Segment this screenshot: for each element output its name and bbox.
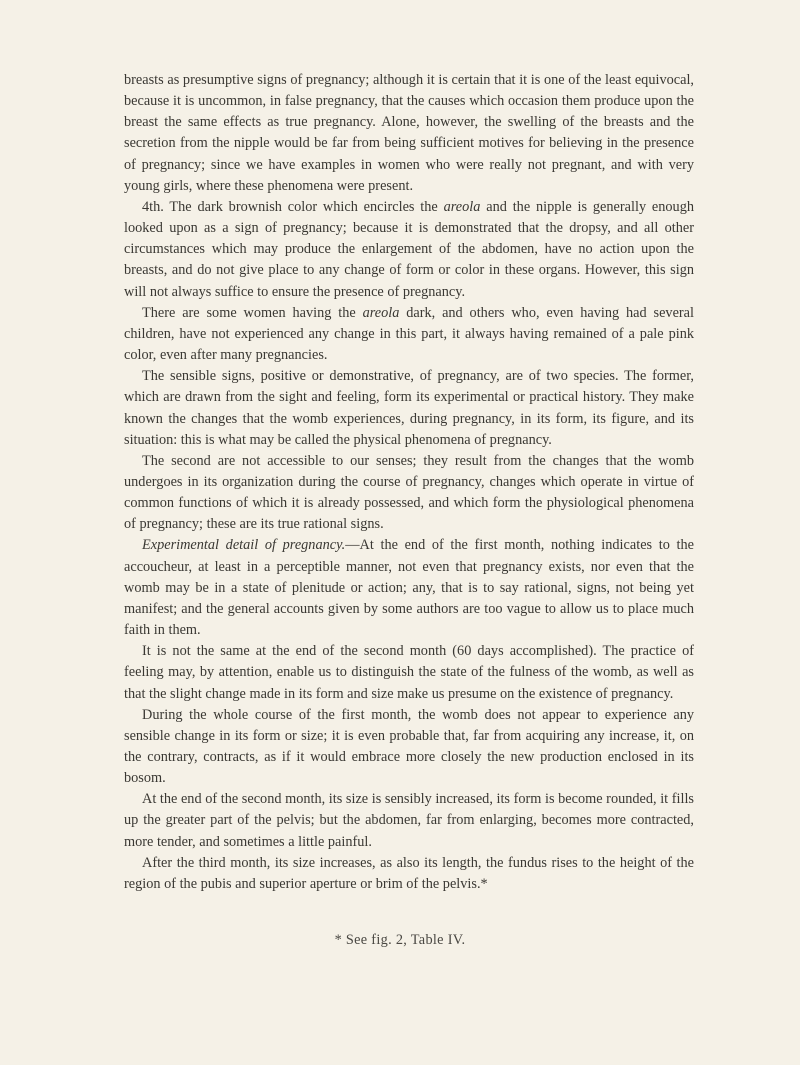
paragraph bbox=[124, 366, 694, 451]
paragraph bbox=[124, 451, 694, 536]
text-span: After the third month, its size increases, as also its length, the fundus rises to the height of the region of the pubis and superior aperture or brim of the pelvis.* bbox=[124, 854, 694, 892]
text-span: The sensible signs, positive or demonstrative, of pregnancy, are of two species. The former, which are drawn from the sight and feeling, form its experimental or practical history. They make known the changes that the womb experiences, during pregnancy, in its form, its figure, and its situation: this is what may be called the physical phenomena of pregnancy. bbox=[124, 368, 694, 448]
body-text bbox=[124, 70, 694, 895]
text-span: It is not the same at the end of the second month (60 days accomplished). The practice of feeling may, by attention, enable us to distinguish the state of the fulness of the womb, as well as that the slight change made in its form and size make us presume on the existence of pregnancy. bbox=[124, 643, 694, 702]
paragraph bbox=[124, 641, 694, 704]
text-span: The second are not accessible to our senses; they result from the changes that the womb undergoes in its organization during the course of pregnancy, changes which operate in virtue of common functions of which it is already possessed, and which form the physiological phenomena of pregnancy; these are its true rational signs. bbox=[124, 452, 694, 533]
text-span: At the end of the second month, its size is sensibly increased, its form is become rounded, it fills up the greater part of the pelvis; but the abdomen, far from enlarging, becomes more contracted, more tender, and sometimes a little painful. bbox=[124, 791, 694, 850]
footnote: * See fig. 2, Table IV. bbox=[334, 932, 466, 948]
paragraph bbox=[124, 789, 694, 852]
paragraph bbox=[124, 853, 694, 895]
italic-text: areola bbox=[362, 304, 400, 321]
italic-text: areola bbox=[443, 198, 481, 215]
italic-text: Experimental detail of pregnancy. bbox=[142, 537, 346, 554]
text-span: and the nipple is generally enough looked upon as a sign of pregnancy; because it is demonstrated that the dropsy, and all other circumstances which may produce the enlargement of the abdomen, have no action upon the breasts, and do not give place to any change of form or color in these organs. However, this sign will not always suffice to ensure the presence of pregnancy. bbox=[124, 198, 695, 300]
text-span: During the whole course of the first month, the womb does not appear to experience any sensible change in its form or size; it is even probable that, far from acquiring any increase, it, on the contrary, contracts, as if it would embrace more closely the new production enclosed in its bosom. bbox=[124, 706, 694, 787]
paragraph bbox=[124, 70, 694, 197]
paragraph bbox=[124, 303, 694, 366]
text-span: breasts as presumptive signs of pregnancy; although it is certain that it is one of the least equivocal, because it is uncommon, in false pregnancy, that the causes which occasion them produce upon the breast the same effects as true pregnancy. Alone, however, the swelling of the breasts and the secretion from the nipple would be far from being sufficient motives for believing in the presence of pregnancy; since we have examples in women who were really not pregnant, and with very young girls, where these phenomena were present. bbox=[124, 72, 694, 194]
text-span: dark, and others who, even having had several children, have not experienced any change in this part, it always having remained of a pale pink color, even after many pregnancies. bbox=[124, 304, 694, 364]
text-span: —At the end of the first month, nothing indicates to the accoucheur, at least in a perceptible manner, not even that pregnancy exists, nor even that the womb may be in a state of plenitude or action; any, that is to say rational, signs, not being yet manifest; and the general accounts given by some authors are too vague to allow us to place much faith in them. bbox=[124, 537, 694, 639]
paragraph bbox=[124, 705, 694, 790]
text-span: There are some women having the bbox=[142, 304, 363, 321]
paragraph bbox=[124, 197, 694, 303]
paragraph bbox=[124, 535, 694, 641]
text-span: 4th. The dark brownish color which encircles the bbox=[142, 198, 444, 215]
